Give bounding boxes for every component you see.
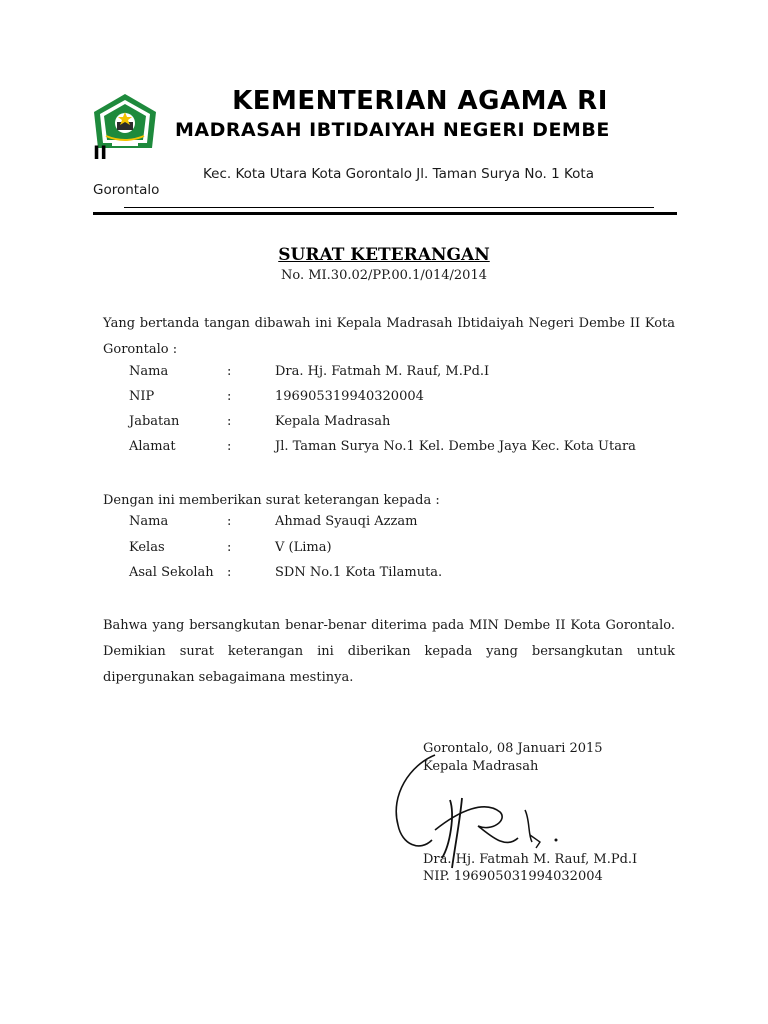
header-divider-thick [93, 212, 677, 215]
letter-number: No. MI.30.02/PP.00.1/014/2014 [280, 268, 487, 283]
school-name-continuation: II [93, 142, 108, 164]
address-line-1: Kec. Kota Utara Kota Gorontalo Jl. Taman Surya No. 1 Kota [203, 166, 594, 182]
ministry-heading: KEMENTERIAN AGAMA RI [232, 86, 608, 116]
field-label: Jabatan [129, 414, 180, 429]
signature-place-date: Gorontalo, 08 Januari 2015 [423, 741, 603, 756]
signatory-name: Dra. Hj. Fatmah M. Rauf, M.Pd.I [423, 852, 638, 867]
signer-field-position [129, 414, 689, 434]
closing-paragraph: Bahwa yang bersangkutan benar-benar diterima pada MIN Dembe II Kota Gorontalo. Demikian surat keterangan ini diberikan kepada yang bersangkutan untuk dipergunakan sebagaimana mestinya. [103, 618, 675, 685]
signer-field-name [129, 364, 689, 384]
field-label: Nama [129, 364, 169, 379]
transition-paragraph: Dengan ini memberikan surat keterangan kepada : [103, 493, 440, 508]
field-value: Ahmad Syauqi Azzam [275, 514, 418, 529]
field-colon: : [227, 540, 232, 555]
field-value: Jl. Taman Surya No.1 Kel. Dembe Jaya Kec. Kota Utara [275, 439, 636, 454]
field-label: Nama [129, 514, 169, 529]
field-value: SDN No.1 Kota Tilamuta. [275, 565, 443, 580]
student-field-origin-school [129, 565, 689, 585]
field-label: Alamat [129, 439, 176, 454]
student-field-name [129, 514, 689, 534]
signatory-nip: NIP. 196905031994032004 [423, 869, 603, 884]
field-label: NIP [129, 389, 155, 404]
field-value: Dra. Hj. Fatmah M. Rauf, M.Pd.I [275, 364, 490, 379]
letter-title: SURAT KETERANGAN [278, 245, 490, 265]
signature-position: Kepala Madrasah [423, 759, 539, 774]
field-colon: : [227, 364, 232, 379]
field-value: V (Lima) [275, 540, 332, 555]
field-label: Kelas [129, 540, 165, 555]
intro-paragraph: Yang bertanda tangan dibawah ini Kepala Madrasah Ibtidaiyah Negeri Dembe II Kota Gorontalo : [103, 316, 675, 357]
field-colon: : [227, 389, 232, 404]
student-field-class [129, 540, 689, 560]
field-colon: : [227, 514, 232, 529]
field-colon: : [227, 414, 232, 429]
signer-field-nip [129, 389, 689, 409]
address-line-2: Gorontalo [93, 182, 160, 198]
header-divider-thin [124, 207, 654, 208]
field-value: 196905319940320004 [275, 389, 424, 404]
field-label: Asal Sekolah [129, 565, 214, 580]
field-colon: : [227, 439, 232, 454]
field-colon: : [227, 565, 232, 580]
signer-field-address [129, 439, 689, 459]
field-value: Kepala Madrasah [275, 414, 391, 429]
school-name: MADRASAH IBTIDAIYAH NEGERI DEMBE [175, 119, 610, 141]
